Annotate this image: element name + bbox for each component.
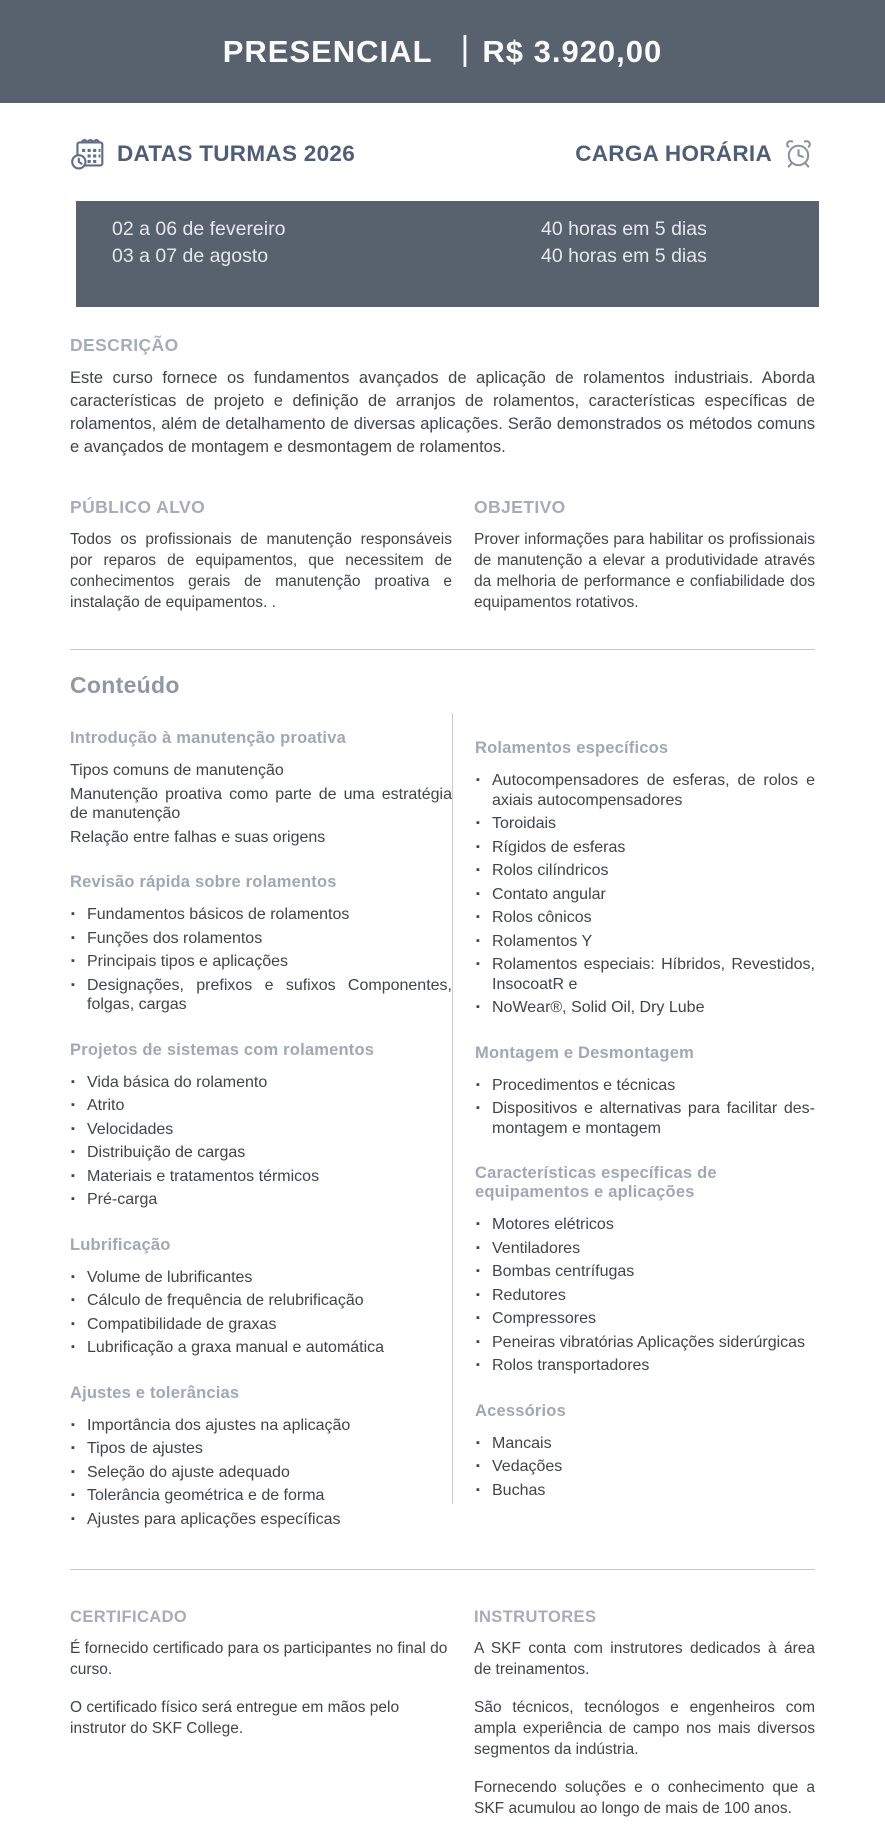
content-list-item: ▪ Contato angular: [475, 885, 815, 905]
content-subsection-heading: Lubrificação: [70, 1235, 171, 1254]
content-subsection-list: [70, 1073, 452, 1210]
objective-section: [452, 497, 815, 613]
content-list-item: ▪ Rígidos de esferas: [475, 838, 815, 858]
content-list-item: ▪ Bombas centrífugas: [475, 1262, 815, 1282]
content-subsection-heading: Introdução à manutenção proativa: [70, 729, 346, 747]
content-list-item: Relação entre falhas e suas origens: [70, 828, 326, 846]
course-price: R$ 3.920,00: [482, 33, 663, 69]
schedule-header-row: [70, 136, 815, 171]
content-list-item: ▪ NoWear®, Solid Oil, Dry Lube: [475, 998, 815, 1018]
content-list-item: ▪ Atrito: [70, 1096, 452, 1116]
content-list-item: ▪ Peneiras vibratórias Aplicações siderúrgicas: [475, 1333, 815, 1353]
content-list-item: ▪ Rolos transportadores: [475, 1356, 815, 1376]
content-subsection: [70, 873, 452, 1015]
section-divider: [70, 649, 815, 650]
paragraph: A SKF conta com instrutores dedicados à área de treinamentos.: [474, 1640, 815, 1678]
content-subsection-list: [70, 1268, 452, 1358]
paragraph: Fornecendo soluções e o conhecimento que a SKF acumulou ao longo de mais de 100 anos.: [474, 1779, 815, 1817]
content-list-item: ▪ Pré-carga: [70, 1190, 452, 1210]
content-list-item: ▪ Rolos cônicos: [475, 908, 815, 928]
paragraph: São técnicos, tecnólogos e engenheiros com ampla experiência de campo nos mais diversos segmentos da indústria.: [474, 1699, 815, 1758]
content-subsection-heading: Revisão rápida sobre rolamentos: [70, 873, 337, 891]
content-list-item: ▪ Toroidais: [475, 814, 815, 834]
description-heading: DESCRIÇÃO: [70, 335, 179, 355]
schedule-hours: 40 horas em 5 dias: [541, 244, 707, 267]
certificate-paragraphs: [70, 1638, 452, 1739]
content-subsection-list: [70, 1416, 452, 1530]
content-list-item: ▪ Dispositivos e alternativas para facilitar desmontagem e montagem: [475, 1099, 815, 1138]
header-bar: [0, 0, 885, 103]
course-modality: PRESENCIAL: [222, 33, 433, 69]
section-divider: [70, 1569, 815, 1570]
content-list-item: Tipos comuns de manutenção: [70, 762, 284, 779]
content-subsection-heading: Rolamentos específicos: [475, 739, 669, 757]
content-subsection-heading: Montagem e Desmontagem: [475, 1043, 694, 1062]
content-list-item: ▪ Ajustes para aplicações específicas: [70, 1510, 452, 1530]
certificate-section: [70, 1608, 452, 1756]
content-subsection-list: [475, 771, 815, 1018]
audience-text: Todos os profissionais de manutenção responsáveis por reparos de equipamentos, que necessitem de conhecimentos gerais de manutenção proativa e instalação de equipamentos. .: [70, 531, 452, 611]
description-text: Este curso fornece os fundamentos avançados de aplicação de rolamentos industriais. Aborda características de projeto e definição de arranjos de rolamentos, características específicas de rolamentos, além de detalhamento de diversas aplicações. Serão demonstrados os métodos comuns e avançados de montagem e desmontagem de rolamentos.: [70, 369, 815, 456]
content-subsection: [70, 1236, 452, 1358]
description-section: [70, 335, 815, 459]
content-list-item: ▪ Compatibilidade de graxas: [70, 1315, 452, 1335]
certificate-heading: CERTIFICADO: [70, 1608, 188, 1626]
content-list-item: ▪ Mancais: [475, 1434, 815, 1454]
content-list-item: ▪ Velocidades: [70, 1120, 452, 1140]
instructors-section: [452, 1608, 815, 1836]
content-list-item: ▪ Buchas: [475, 1481, 815, 1501]
content-subsection-heading: Características específicas de equipamentos e aplicações: [475, 1164, 717, 1201]
schedule-hours: 40 horas em 5 dias: [541, 218, 707, 240]
content-title: Conteúdo: [70, 672, 180, 698]
content-subsection: [475, 1044, 815, 1139]
instructors-heading: INSTRUTORES: [474, 1608, 597, 1626]
content-subsection: [70, 1041, 452, 1210]
content-list-item: ▪ Motores elétricos: [475, 1215, 815, 1235]
hours-title-label: CARGA HORÁRIA: [575, 140, 772, 166]
content-columns: [70, 703, 815, 1533]
content-list-item: ▪ Principais tipos e aplicações: [70, 952, 452, 972]
content-list-item: ▪ Seleção do ajuste adequado: [70, 1463, 452, 1483]
content-subsection: [475, 1402, 815, 1501]
content-subsection-list: [475, 1215, 815, 1376]
content-list-item: ▪ Volume de lubrificantes: [70, 1268, 452, 1288]
content-list-item: ▪ Compressores: [475, 1309, 815, 1329]
audience-objective-row: [70, 497, 815, 613]
content-list-item: ▪ Rolamentos Y: [475, 932, 815, 952]
content-subsection-heading: Acessórios: [475, 1401, 566, 1420]
content-list-item: ▪ Importância dos ajustes na aplicação: [70, 1416, 452, 1436]
content-list-item: ▪ Vedações: [475, 1457, 815, 1477]
schedule-date: 02 a 06 de fevereiro: [112, 218, 286, 240]
certificate-instructors-row: [70, 1608, 815, 1836]
content-subsection-list: [70, 905, 452, 1015]
content-list-item: ▪ Distribuição de cargas: [70, 1143, 452, 1163]
objective-heading: OBJETIVO: [474, 497, 566, 517]
content-list-item: ▪ Redutores: [475, 1286, 815, 1306]
content-right-column: [452, 713, 815, 1504]
content-list-item: ▪ Rolamentos especiais: Híbridos, Revestidos, InsocoatR e: [475, 955, 815, 994]
content-list-item: ▪ Cálculo de frequência de relubrificação: [70, 1291, 452, 1311]
audience-heading: PÚBLICO ALVO: [70, 497, 206, 517]
instructors-paragraphs: [474, 1638, 815, 1819]
content-list-item: ▪ Autocompensadores de esferas, de rolos e axiais autocompensadores: [475, 771, 815, 810]
title-separator: |: [460, 30, 471, 68]
course-content-section: [70, 672, 815, 1533]
content-list-item: ▪ Fundamentos básicos de rolamentos: [70, 905, 452, 925]
content-subsection: [70, 1384, 452, 1530]
content-list-item: ▪ Designações, prefixos e sufixos Componentes, folgas, cargas: [70, 976, 452, 1015]
audience-section: [70, 497, 452, 613]
content-list-item: ▪ Funções dos rolamentos: [70, 929, 452, 949]
alarm-clock-icon: [782, 138, 815, 169]
paragraph: O certificado físico será entregue em mãos pelo instrutor do SKF College.: [70, 1699, 400, 1737]
content-list-item: ▪ Procedimentos e técnicas: [475, 1076, 815, 1096]
content-list-item: ▪ Rolos cilíndricos: [475, 861, 815, 881]
content-left-column: [70, 703, 452, 1533]
content-list-item: ▪ Lubrificação a graxa manual e automática: [70, 1338, 452, 1358]
content-subsection: [475, 739, 815, 1018]
schedule-box: [76, 201, 819, 307]
content-subsection-list: [475, 1076, 815, 1139]
content-list-item: ▪ Vida básica do rolamento: [70, 1073, 452, 1093]
schedule-date: 03 a 07 de agosto: [112, 244, 269, 267]
calendar-clock-icon: [70, 136, 107, 171]
content-list-item: ▪ Tolerância geométrica e de forma: [70, 1486, 452, 1506]
content-subsection-list: [70, 761, 452, 847]
schedule-row: [76, 243, 819, 270]
objective-text: Prover informações para habilitar os profissionais de manutenção a elevar a produtividade através da melhoria de performance e confiabilidade dos equipamentos rotativos.: [474, 531, 815, 611]
page-content: [0, 136, 885, 1836]
hours-title: [575, 138, 815, 169]
schedule-row: [76, 216, 819, 243]
content-list-item: ▪ Materiais e tratamentos térmicos: [70, 1167, 452, 1187]
content-subsection-list: [475, 1434, 815, 1501]
dates-title-label: DATAS TURMAS 2026: [117, 140, 356, 166]
content-subsection: [475, 1164, 815, 1376]
page-title: [223, 32, 663, 71]
content-subsection: [70, 729, 452, 847]
content-list-item: ▪ Tipos de ajustes: [70, 1439, 452, 1459]
content-subsection-heading: Ajustes e tolerâncias: [70, 1383, 240, 1402]
content-list-item: ▪ Ventiladores: [475, 1239, 815, 1259]
dates-title: [70, 136, 355, 171]
content-list-item: Manutenção proativa como parte de uma estratégia de manutenção: [70, 785, 452, 822]
content-subsection-heading: Projetos de sistemas com rolamentos: [70, 1040, 375, 1059]
paragraph: É fornecido certificado para os participantes no final do curso.: [70, 1640, 448, 1678]
